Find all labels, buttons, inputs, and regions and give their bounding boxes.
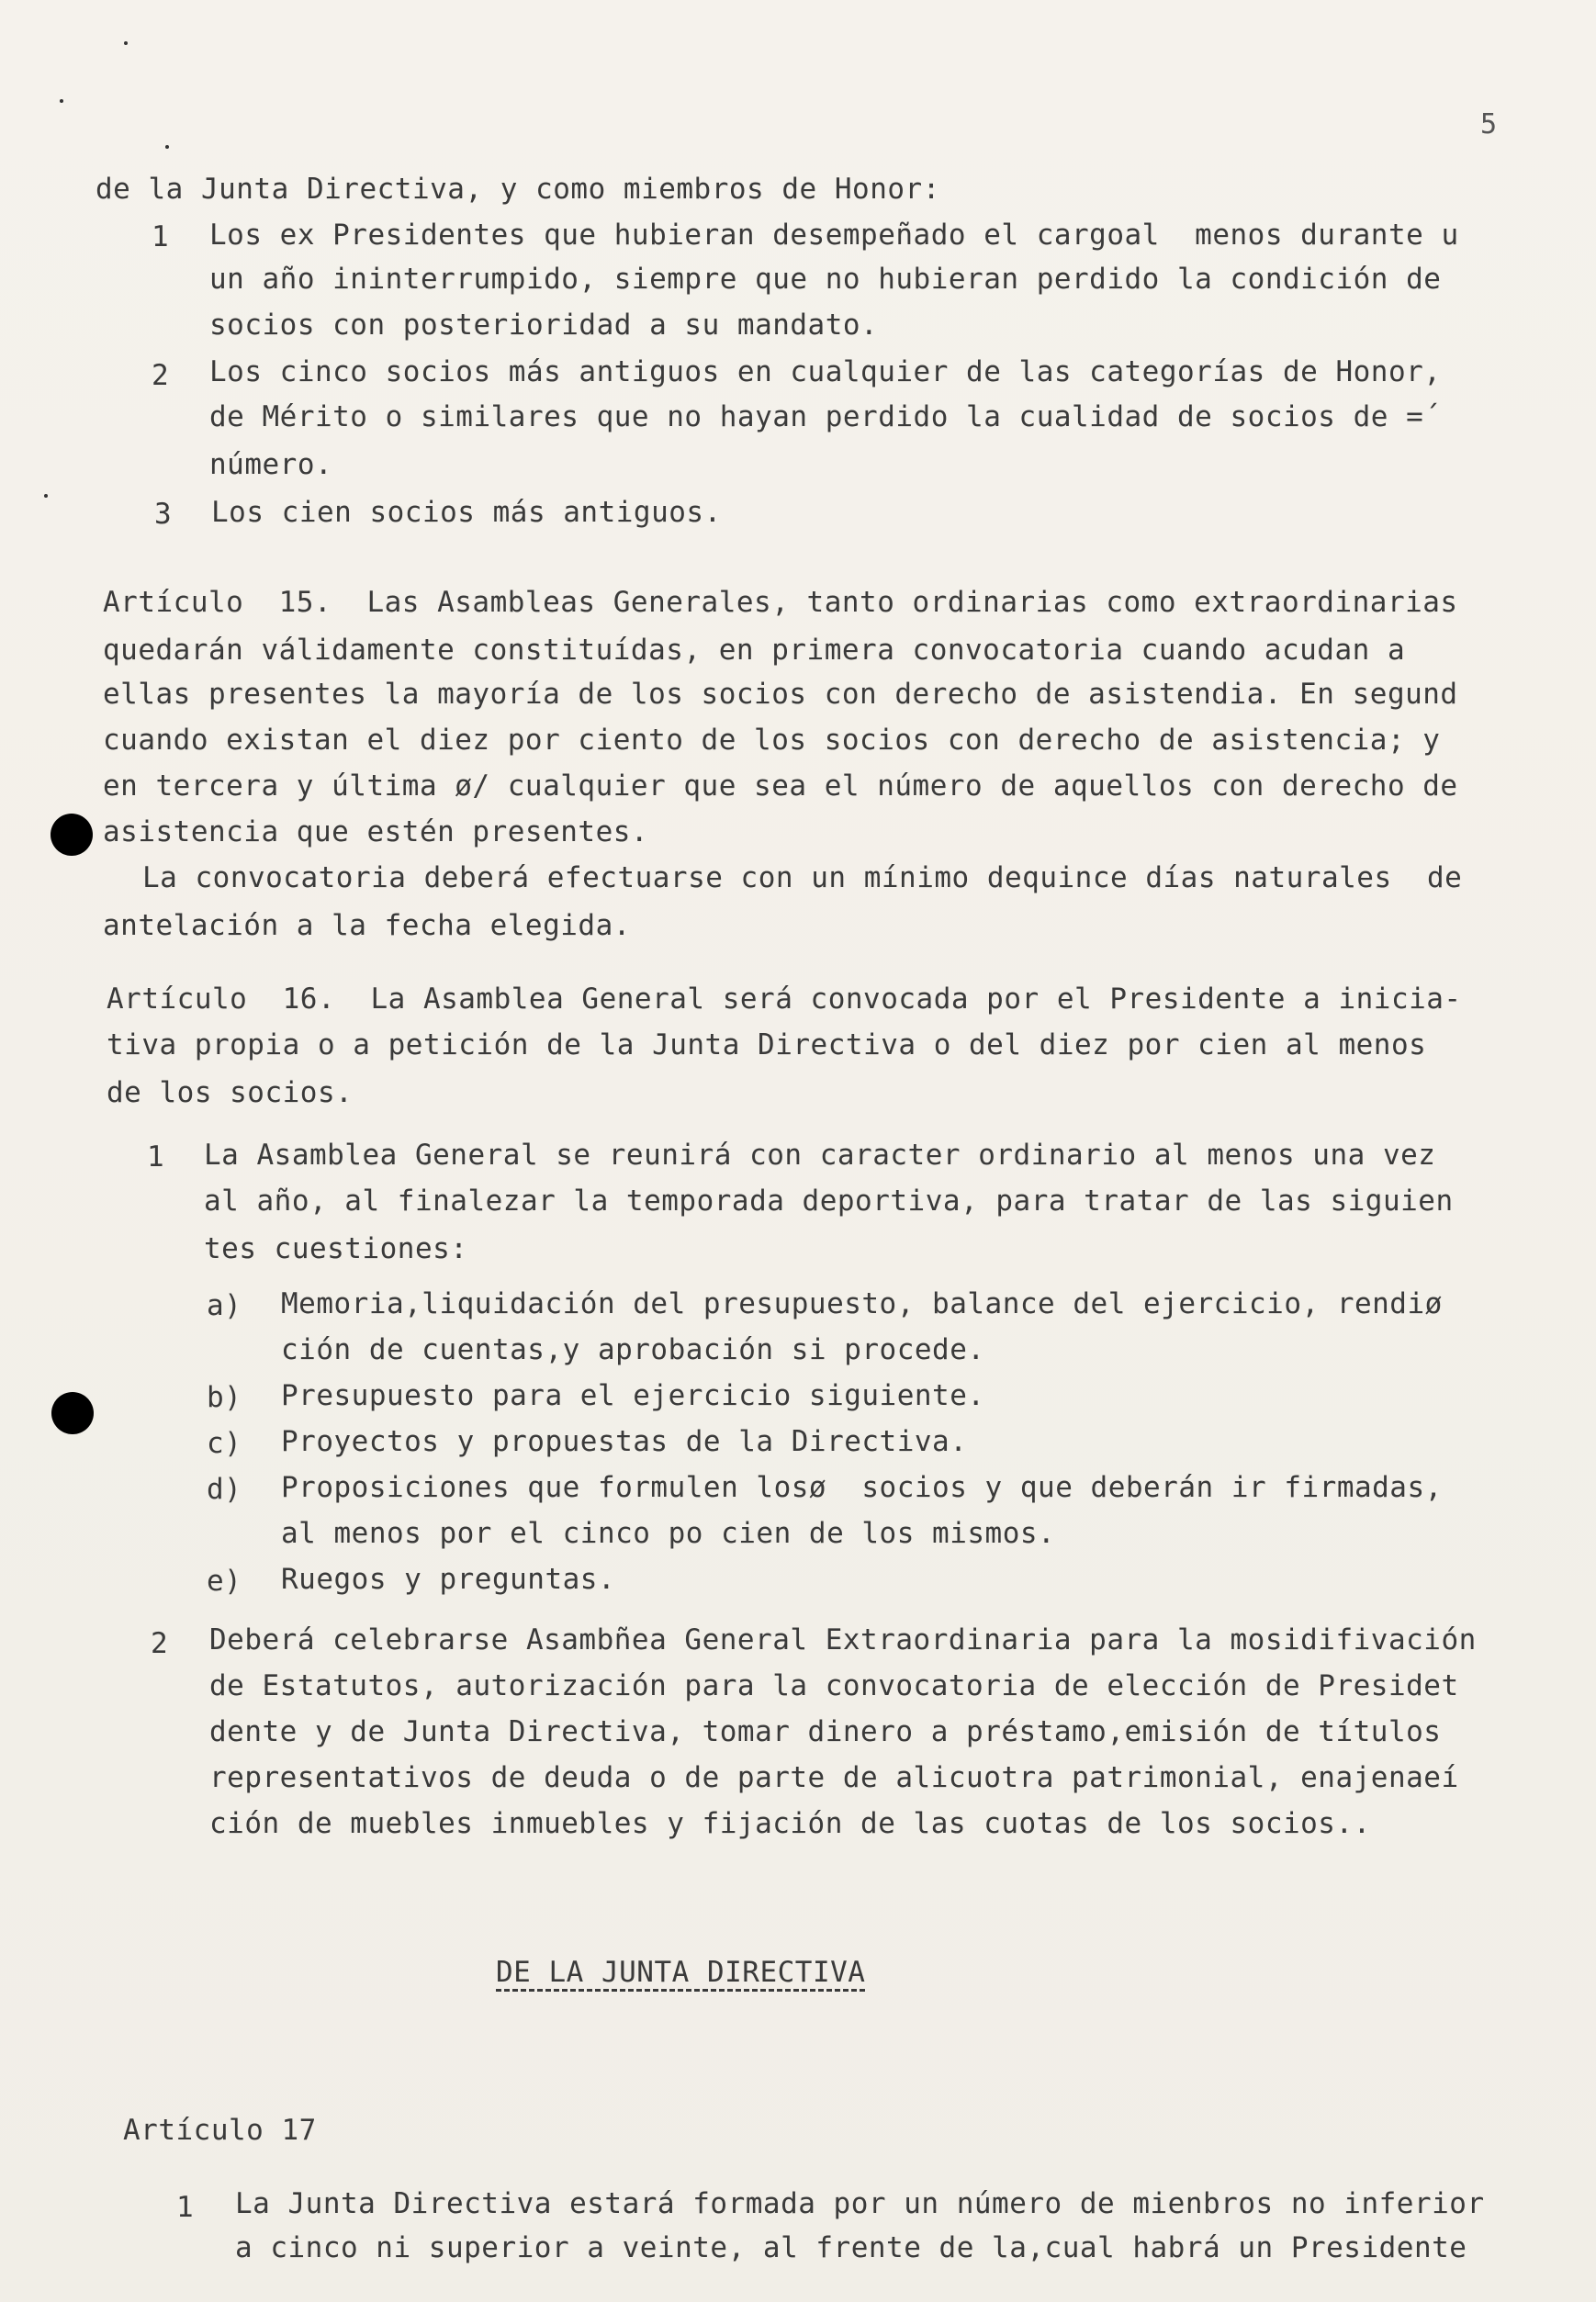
list-item-line: La Junta Directiva estará formada por un número de mienbros no inferior bbox=[235, 2187, 1485, 2220]
subitem-line: ción de cuentas,y aprobación si procede. bbox=[281, 1333, 985, 1366]
list-item-line: Los cien socios más antiguos. bbox=[211, 496, 722, 529]
article-15-line: asistencia que estén presentes. bbox=[103, 815, 649, 848]
subitem-line: Presupuesto para el ejercicio siguiente. bbox=[281, 1379, 985, 1412]
list-item-line: de Estatutos, autorización para la convocatoria de elección de Presidet bbox=[209, 1669, 1459, 1702]
subitem-line: Memoria,liquidación del presupuesto, balance del ejercicio, rendiø bbox=[281, 1287, 1443, 1320]
article-15-line: Artículo 15. Las Asambleas Generales, tanto ordinarias como extraordinarias bbox=[103, 586, 1458, 619]
subitem-line: al menos por el cinco po cien de los mismos. bbox=[281, 1517, 1056, 1550]
article-16-line: Artículo 16. La Asamblea General será convocada por el Presidente a inicia- bbox=[107, 983, 1462, 1016]
intro-line: de la Junta Directiva, y como miembros de Honor: bbox=[96, 173, 940, 206]
subitem-letter: e) bbox=[207, 1565, 242, 1598]
article-17-title: Artículo 17 bbox=[123, 2114, 317, 2147]
list-item-line: La Asamblea General se reunirá con caracter ordinario al menos una vez bbox=[204, 1139, 1436, 1172]
list-item-line: tes cuestiones: bbox=[204, 1232, 468, 1265]
list-number: 1 bbox=[176, 2191, 195, 2224]
article-15-line: quedarán válidamente constituídas, en primera convocatoria cuando acudan a bbox=[103, 634, 1406, 667]
list-item-line: número. bbox=[209, 448, 333, 481]
article-15-line: ellas presentes la mayoría de los socios con derecho de asistendia. En segund bbox=[103, 678, 1458, 711]
page-number: 5 bbox=[1480, 108, 1498, 140]
list-number: 3 bbox=[154, 498, 173, 531]
article-15-line: cuando existan el diez por ciento de los socios con derecho de asistencia; y bbox=[103, 724, 1441, 757]
section-heading: DE LA JUNTA DIRECTIVA bbox=[496, 1956, 866, 1989]
list-item-line: representativos de deuda o de parte de alicuotra patrimonial, enajenaeí bbox=[209, 1761, 1459, 1794]
article-15-para-line: antelación a la fecha elegida. bbox=[103, 909, 631, 942]
list-item-line: Los ex Presidentes que hubieran desempeñado el cargoal menos durante u bbox=[209, 219, 1459, 252]
ink-speck bbox=[165, 145, 169, 149]
ink-speck bbox=[124, 41, 128, 45]
list-number: 1 bbox=[152, 220, 170, 253]
list-number: 1 bbox=[147, 1140, 165, 1173]
list-item-line: ción de muebles inmuebles y fijación de las cuotas de los socios.. bbox=[209, 1807, 1371, 1840]
list-item-line: un año ininterrumpido, siempre que no hubieran perdido la condición de bbox=[209, 263, 1442, 296]
ink-speck bbox=[60, 99, 63, 103]
article-15-para-line: La convocatoria deberá efectuarse con un mínimo dequince días naturales de bbox=[142, 861, 1463, 894]
list-item-line: de Mérito o similares que no hayan perdido la cualidad de socios de =´ bbox=[209, 400, 1442, 433]
subitem-letter: d) bbox=[207, 1473, 242, 1506]
list-item-line: Deberá celebrarse Asambñea General Extraordinaria para la mosidifivación bbox=[209, 1623, 1477, 1656]
article-16-line: de los socios. bbox=[107, 1076, 354, 1109]
list-item-line: Los cinco socios más antiguos en cualquier de las categorías de Honor, bbox=[209, 355, 1442, 388]
list-item-line: dente y de Junta Directiva, tomar dinero a préstamo,emisión de títulos bbox=[209, 1715, 1442, 1748]
subitem-line: Ruegos y preguntas. bbox=[281, 1563, 616, 1596]
list-item-line: a cinco ni superior a veinte, al frente de la,cual habrá un Presidente bbox=[235, 2231, 1467, 2264]
list-item-line: al año, al finalezar la temporada deportiva, para tratar de las siguien bbox=[204, 1185, 1454, 1218]
punch-hole bbox=[51, 1392, 94, 1434]
list-number: 2 bbox=[152, 359, 170, 392]
ink-speck bbox=[44, 494, 48, 498]
punch-hole bbox=[51, 814, 93, 856]
subitem-letter: c) bbox=[207, 1427, 242, 1460]
list-number: 2 bbox=[151, 1627, 169, 1660]
subitem-line: Proyectos y propuestas de la Directiva. bbox=[281, 1425, 968, 1458]
subitem-letter: b) bbox=[207, 1381, 242, 1414]
subitem-line: Proposiciones que formulen losø socios y que deberán ir firmadas, bbox=[281, 1471, 1443, 1504]
article-16-line: tiva propia o a petición de la Junta Directiva o del diez por cien al menos bbox=[107, 1028, 1427, 1061]
list-item-line: socios con posterioridad a su mandato. bbox=[209, 309, 879, 342]
subitem-letter: a) bbox=[207, 1289, 242, 1322]
article-15-line: en tercera y última ø/ cualquier que sea el número de aquellos con derecho de bbox=[103, 769, 1458, 803]
